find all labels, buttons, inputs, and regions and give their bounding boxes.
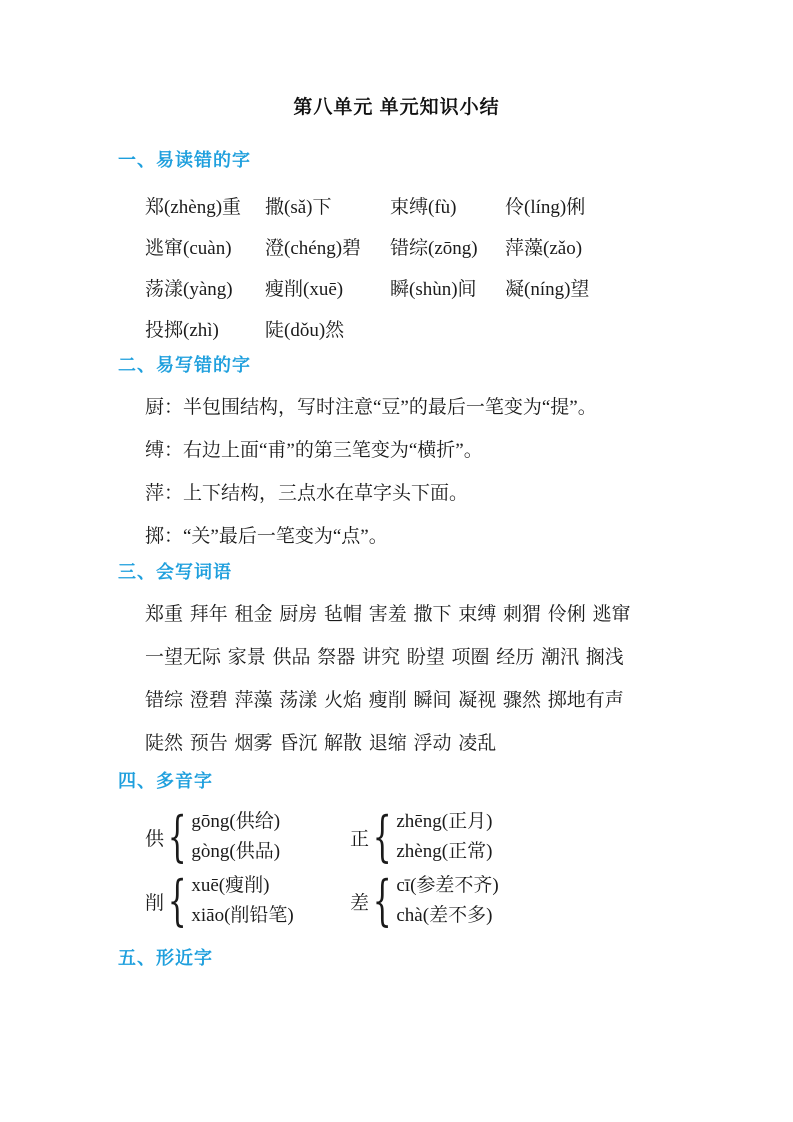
- reading: zhēng(正月): [396, 811, 493, 832]
- misread-word: 伶(líng)俐: [505, 197, 586, 218]
- section-heading-easily-misread: 一、易读错的字: [118, 150, 251, 170]
- miswritten-note: 缚：右边上面“甫”的第三笔变为“横折”。: [145, 440, 483, 461]
- reading: chà(差不多): [396, 905, 493, 926]
- misread-word: 陡(dǒu)然: [265, 320, 345, 341]
- words-line: 错综 澄碧 萍藻 荡漾 火焰 瘦削 瞬间 凝视 骤然 掷地有声: [145, 690, 624, 711]
- polyphonic-readings: [396, 807, 492, 867]
- misread-word: 郑(zhèng)重: [145, 197, 242, 218]
- reading: xiāo(削铅笔): [191, 905, 294, 926]
- section-heading-words-to-write: 三、会写词语: [118, 562, 232, 582]
- polyphonic-character: 供: [145, 828, 165, 850]
- miswritten-note: 厨：半包围结构，写时注意“豆”的最后一笔变为“提”。: [145, 397, 597, 418]
- section-heading-easily-miswritten: 二、易写错的字: [118, 355, 251, 375]
- misread-row: [145, 308, 793, 349]
- misread-word: 荡漾(yàng): [145, 279, 233, 300]
- reading: gòng(供品): [191, 841, 281, 862]
- misread-word: 萍藻(zǎo): [505, 238, 583, 259]
- misread-row: [145, 226, 793, 267]
- polyphonic-entry: [350, 806, 793, 868]
- misread-word: 瘦削(xuē): [265, 279, 344, 300]
- polyphonic-readings: [191, 871, 293, 931]
- polyphonic-readings: [191, 807, 280, 867]
- polyphonic-entry: [145, 870, 350, 932]
- brace-glyph: {: [167, 869, 187, 932]
- misread-word: 束缚(fù): [390, 197, 457, 218]
- words-line: 陡然 预告 烟雾 昏沉 解散 退缩 浮动 凌乱: [145, 733, 497, 754]
- words-line: 郑重 拜年 租金 厨房 毡帽 害羞 撒下 束缚 刺猬 伶俐 逃窜: [145, 604, 631, 625]
- reading: cī(参差不齐): [396, 875, 499, 896]
- misread-word: 凝(níng)望: [505, 279, 590, 300]
- section-heading-polyphonic: 四、多音字: [118, 771, 213, 791]
- polyphonic-entry: [145, 806, 350, 868]
- polyphonic-readings: [396, 871, 498, 931]
- reading: zhèng(正常): [396, 841, 493, 862]
- misread-word: 错综(zōng): [390, 238, 478, 259]
- reading: gōng(供给): [191, 811, 281, 832]
- reading: xuē(瘦削): [191, 875, 270, 896]
- misread-word: 投掷(zhì): [145, 320, 219, 341]
- miswritten-note: 萍：上下结构，三点水在草字头下面。: [145, 483, 469, 504]
- section-heading-similar-characters: 五、形近字: [118, 948, 213, 968]
- brace-glyph: {: [167, 805, 187, 868]
- polyphonic-character: 差: [350, 892, 370, 914]
- misread-word: 撒(sǎ)下: [265, 197, 332, 218]
- miswritten-note: 掷：“关”最后一笔变为“点”。: [145, 526, 388, 547]
- misread-word: 澄(chéng)碧: [265, 238, 362, 259]
- misread-words-grid: [145, 185, 793, 349]
- misread-word: 瞬(shùn)间: [390, 279, 477, 300]
- polyphonic-entry: [350, 870, 793, 932]
- polyphonic-character: 正: [350, 828, 370, 850]
- brace-glyph: {: [372, 805, 392, 868]
- misread-row: [145, 185, 793, 226]
- words-to-write-list: [145, 593, 793, 765]
- misread-word: 逃窜(cuàn): [145, 238, 232, 259]
- words-line: 一望无际 家景 供品 祭器 讲究 盼望 项圈 经历 潮汛 搁浅: [145, 647, 624, 668]
- brace-glyph: {: [372, 869, 392, 932]
- miswritten-notes-list: [145, 386, 793, 558]
- polyphonic-character: 削: [145, 892, 165, 914]
- polyphonic-grid: [145, 806, 793, 932]
- misread-row: [145, 267, 793, 308]
- page-title: 第八单元 单元知识小结: [293, 97, 500, 118]
